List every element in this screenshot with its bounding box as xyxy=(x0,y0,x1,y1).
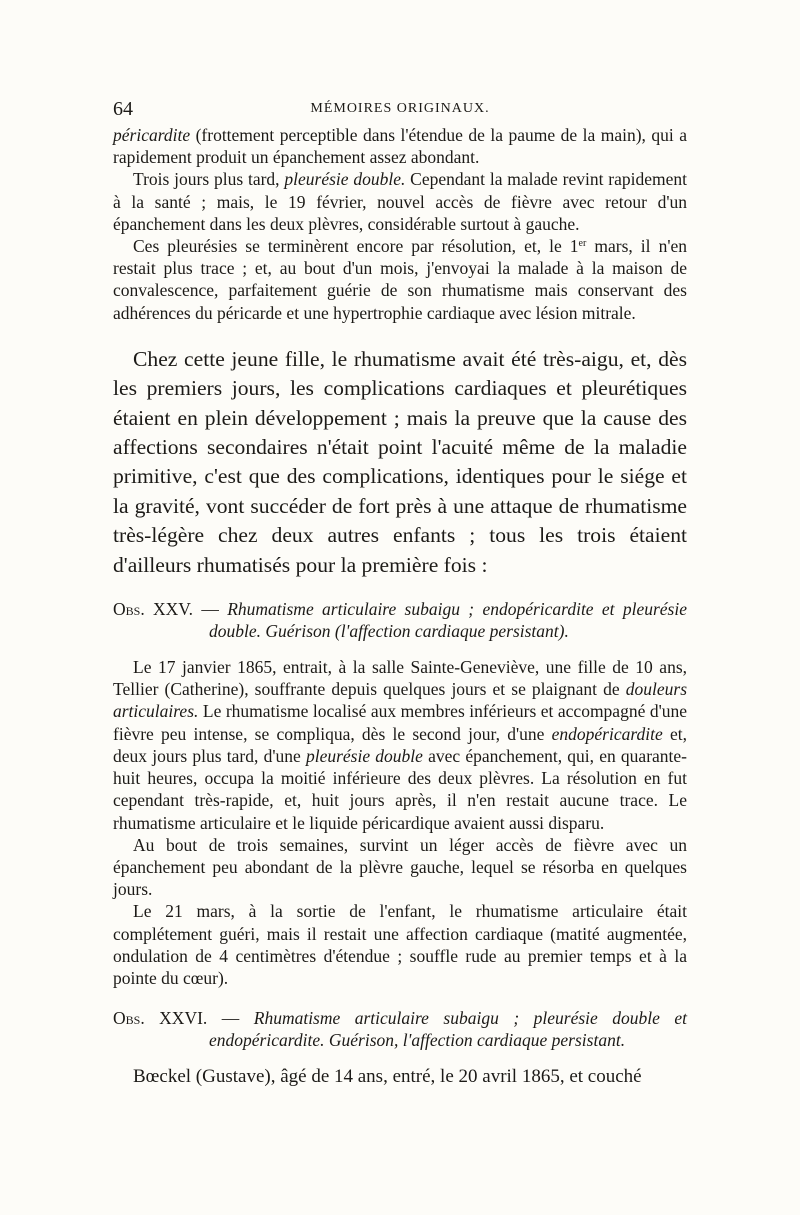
italic-term: péricardite xyxy=(113,125,191,145)
page-number: 64 xyxy=(113,98,133,120)
observation-26-heading xyxy=(113,1007,687,1051)
running-title: MÉMOIRES ORIGINAUX. xyxy=(310,101,490,116)
paragraph-commentary: Chez cette jeune fille, le rhumatisme avait été très-aigu, et, dès les premiers jours, les complications cardiaques et pleurétiques étaient en plein développement ; mais la preuve que la cause des affections secondaires n'était point l'acuité même de la maladie primitive, c'est que des complications, identiques pour le siége et la gravité, vont succéder de fort près à une attaque de rhumatisme très-légère chez deux autres enfants ; tous les trois étaient d'ailleurs rhumatisés pour la première fois : xyxy=(113,346,687,577)
paragraph-resolution: Ces pleurésies se terminèrent encore par résolution, et, le 1er mars, il n'en restait plus trace ; et, au bout d'un mois, j'envoyai la malade à la maison de convalescence, parfaitement guérie de son rhumatisme mais conservant des adhérences du péricarde et une hypertrophie cardiaque avec lésion mitrale. xyxy=(113,236,687,323)
paragraph-case-boeckel: Bœckel (Gustave), âgé de 14 ans, entré, le 20 avril 1865, et couché xyxy=(133,1066,642,1088)
paragraph-pericardite: péricardite (frottement perceptible dans l'étendue de la paume de la main), qui a rapidement produit un épanchement assez abondant. xyxy=(113,125,687,168)
page-header xyxy=(113,98,687,124)
observation-title: Rhumatisme articulaire subaigu ; pleurésie double et endopéricardite. Guérison, l'affection cardiaque persistant. xyxy=(209,1008,687,1051)
paragraph-discharge: Le 21 mars, à la sortie de l'enfant, le rhumatisme articulaire était complétement guéri, mais il restait une affection cardiaque (matité augmentée, ondulation de 4 centimètres d'étendue ; souffle rude au premier temps et à la pointe du cœur). xyxy=(113,901,687,988)
observation-title: Rhumatisme articulaire subaigu ; endopéricardite et pleurésie double. Guérison (l'affection cardiaque persistant). xyxy=(209,599,687,642)
observation-label: Obs. XXV. — xyxy=(113,599,228,620)
paragraph-three-weeks: Au bout de trois semaines, survint un léger accès de fièvre avec un épanchement peu abondant de la plèvre gauche, lequel se résorba en quelques jours. xyxy=(113,834,687,900)
italic-term: pleurésie double. xyxy=(284,169,406,190)
observation-label: Obs. XXVI. — xyxy=(113,1008,254,1029)
observation-25-heading xyxy=(113,598,687,642)
paragraph-case-tellier: Le 17 janvier 1865, entrait, à la salle Sainte-Geneviève, une fille de 10 ans, Tellier (Catherine), souffrante depuis quelques jours et se plaignant de douleurs articulaires. Le rhumatisme localisé aux membres inférieurs et accompagné d'une fièvre peu intense, se compliqua, dès le second jour, d'une endopéricardite et, deux jours plus tard, d'une pleurésie double avec épanchement, qui, en quarante-huit heures, occupa la moitié inférieure des deux plèvres. La résolution en fut cependant très-rapide, et, huit jours après, il n'en restait aucune trace. Le rhumatisme articulaire et le liquide péricardique avaient aussi disparu. xyxy=(113,657,688,833)
page xyxy=(113,98,687,1089)
superscript: er xyxy=(578,238,587,250)
paragraph-pleuresie-double: Trois jours plus tard, pleurésie double. Cependant la malade revint rapidement à la santé ; mais, le 19 février, nouvel accès de fièvre avec retour d'un épanchement dans les deux plèvres, considérable surtout à gauche. xyxy=(113,169,687,234)
